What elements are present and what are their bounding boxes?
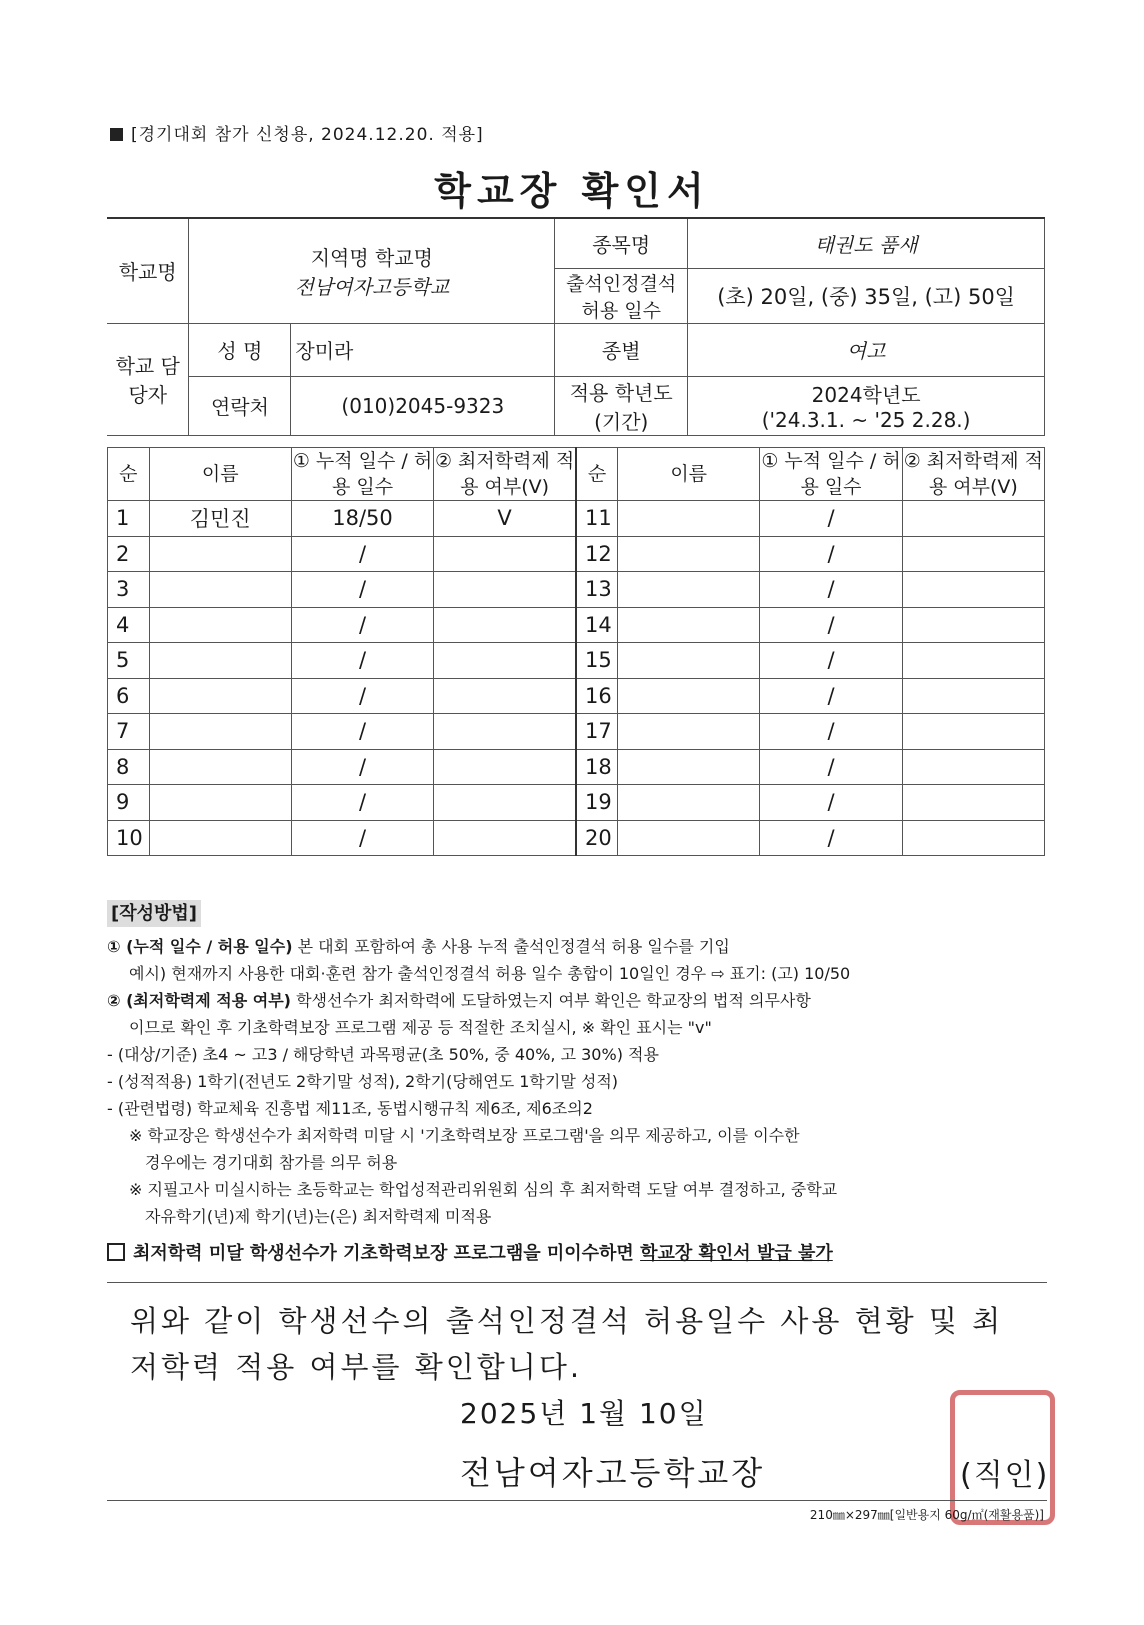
divider-bottom [107, 1500, 1047, 1501]
table-row [108, 785, 1045, 821]
cell-days: / [291, 678, 433, 714]
cell-no: 16 [576, 678, 618, 714]
cell-no: 12 [576, 536, 618, 572]
event-value: 태권도 품새 [688, 218, 1045, 268]
note-1-text: 본 대회 포함하여 총 사용 누적 출석인정결석 허용 일수를 기입 [292, 937, 730, 956]
cell-name [618, 536, 760, 572]
cell-name [618, 785, 760, 821]
col-min-right: ② 최저학력제 적용 여부(V) [902, 448, 1044, 501]
school-sub: 지역명 학교명 [310, 245, 433, 270]
school-label: 학교명 [107, 218, 189, 323]
cell-min [434, 607, 576, 643]
square-bullet-icon [110, 128, 123, 141]
cell-name [149, 607, 291, 643]
cell-name [149, 714, 291, 750]
contact-value: (010)2045-9323 [291, 376, 555, 435]
cell-name [618, 678, 760, 714]
remark-2: ※ 지필고사 미실시하는 초등학교는 학업성적관리위원회 심의 후 최저학력 도달 여부 결정하고, 중학교 [129, 1180, 838, 1199]
cell-min [902, 820, 1044, 856]
year-cell [688, 376, 1045, 435]
cell-no: 20 [576, 820, 618, 856]
cell-min [902, 536, 1044, 572]
note-2-text: 학생선수가 최저학력에 도달하였는지 여부 확인은 학교장의 법적 의무사항 [291, 991, 811, 1010]
student-table [107, 447, 1045, 856]
year-period: ('24.3.1. ~ '25 2.28.) [761, 408, 971, 432]
cell-min [434, 714, 576, 750]
cell-days: / [291, 536, 433, 572]
table-row [108, 749, 1045, 785]
contact-label: 연락처 [189, 376, 291, 435]
cell-min [434, 678, 576, 714]
cell-no: 19 [576, 785, 618, 821]
cell-days: / [760, 536, 902, 572]
instructions [107, 900, 1047, 1267]
col-days-right: ① 누적 일수 / 허용 일수 [760, 448, 902, 501]
remark-1: ※ 학교장은 학생선수가 최저학력 미달 시 '기초학력보장 프로그램'을 의무 제공하고, 이를 이수한 [129, 1126, 800, 1145]
col-no-left: 순 [108, 448, 150, 501]
note-1 [107, 933, 1047, 960]
cell-no: 11 [576, 501, 618, 537]
cell-name [618, 607, 760, 643]
manager-label: 학교 담당자 [107, 323, 189, 435]
cell-name [149, 536, 291, 572]
table-row [108, 607, 1045, 643]
final-warning-b: 학교장 확인서 발급 불가 [640, 1243, 833, 1264]
cell-days: / [760, 643, 902, 679]
cell-days: / [291, 607, 433, 643]
cell-name [149, 643, 291, 679]
col-min-left: ② 최저학력제 적용 여부(V) [434, 448, 576, 501]
cell-no: 18 [576, 749, 618, 785]
header-tag [110, 120, 484, 145]
note-1-head: ① (누적 일수 / 허용 일수) [107, 937, 293, 956]
gender-label: 종별 [555, 323, 688, 376]
cell-min [902, 785, 1044, 821]
cell-min [434, 749, 576, 785]
cell-min [902, 501, 1044, 537]
cell-days: / [760, 501, 902, 537]
cell-min [434, 536, 576, 572]
cell-min [434, 785, 576, 821]
cell-name: 김민진 [149, 501, 291, 537]
document-title: 학교장 확인서 [434, 169, 710, 213]
cell-no: 15 [576, 643, 618, 679]
bullet-grade: - (성적적용) 1학기(전년도 2학기말 성적), 2학기(당해연도 1학기말 성적) [107, 1072, 619, 1091]
year-label: 적용 학년도 (기간) [555, 376, 688, 435]
table-row [108, 643, 1045, 679]
allow-label: 출석인정결석 허용 일수 [555, 268, 688, 323]
cell-min [902, 643, 1044, 679]
cell-min: V [434, 501, 576, 537]
cell-days: / [760, 607, 902, 643]
cell-no: 7 [108, 714, 150, 750]
table-row [108, 678, 1045, 714]
cell-no: 13 [576, 572, 618, 608]
table-row [108, 572, 1045, 608]
cell-no: 4 [108, 607, 150, 643]
cell-days: / [291, 572, 433, 608]
year-value: 2024학년도 [811, 383, 921, 407]
cell-min [434, 643, 576, 679]
student-body [108, 448, 1045, 856]
final-warning-a: 최저학력 미달 학생선수가 기초학력보장 프로그램을 미이수하면 [133, 1243, 641, 1264]
paper-spec: 210㎜×297㎜[일반용지 60g/㎡(재활용품)] [809, 1508, 1044, 1522]
cell-no: 10 [108, 820, 150, 856]
confirm-date: 2025년 1월 10일 [460, 1397, 708, 1430]
cell-name [618, 501, 760, 537]
cell-no: 2 [108, 536, 150, 572]
allow-value: (초) 20일, (중) 35일, (고) 50일 [688, 268, 1045, 323]
cell-no: 14 [576, 607, 618, 643]
note-2 [107, 987, 1047, 1014]
cell-no: 17 [576, 714, 618, 750]
name-value: 장미라 [291, 323, 555, 376]
col-days-left: ① 누적 일수 / 허용 일수 [291, 448, 433, 501]
final-warning [107, 1240, 1047, 1267]
gender-value: 여고 [688, 323, 1045, 376]
table-row [108, 820, 1045, 856]
cell-name [149, 572, 291, 608]
bullet-law: - (관련법령) 학교체육 진흥법 제11조, 동법시행규칙 제6조, 제6조의2 [107, 1099, 593, 1118]
cell-name [149, 820, 291, 856]
cell-days: / [291, 785, 433, 821]
remark-1b: 경우에는 경기대회 참가를 의무 허용 [145, 1153, 398, 1172]
note-1-example: 예시) 현재까지 사용한 대회·훈련 참가 출석인정결석 허용 일수 총합이 10일인 경우 ⇨ 표기: (고) 10/50 [129, 964, 851, 983]
name-label: 성 명 [189, 323, 291, 376]
cell-days: / [760, 785, 902, 821]
instructions-title: [작성방법] [107, 900, 201, 927]
cell-no: 3 [108, 572, 150, 608]
seal-label: (직인) [960, 1458, 1050, 1493]
header-tag-text: [경기대회 참가 신청용, 2024.12.20. 적용] [131, 125, 484, 145]
col-no-right: 순 [576, 448, 618, 501]
cell-name [618, 749, 760, 785]
cell-name [149, 749, 291, 785]
cell-no: 8 [108, 749, 150, 785]
cell-min [434, 572, 576, 608]
cell-min [902, 678, 1044, 714]
remark-2b: 자유학기(년)제 학기(년)는(은) 최저학력제 미적용 [145, 1207, 492, 1226]
school-cell [189, 218, 555, 323]
info-table [107, 217, 1045, 436]
cell-no: 5 [108, 643, 150, 679]
cell-name [618, 820, 760, 856]
col-name-right: 이름 [618, 448, 760, 501]
arrow-box-icon [107, 1243, 125, 1261]
cell-days: / [291, 714, 433, 750]
confirm-text: 위와 같이 학생선수의 출석인정결석 허용일수 사용 현황 및 최저학력 적용 여부를 확인합니다. [130, 1304, 1004, 1384]
cell-min [902, 607, 1044, 643]
cell-days: / [760, 820, 902, 856]
cell-name [149, 678, 291, 714]
cell-min [434, 820, 576, 856]
cell-min [902, 572, 1044, 608]
divider-top [107, 1282, 1047, 1283]
cell-days: / [291, 820, 433, 856]
table-row [108, 536, 1045, 572]
cell-no: 9 [108, 785, 150, 821]
table-row [108, 714, 1045, 750]
cell-days: 18/50 [291, 501, 433, 537]
cell-no: 1 [108, 501, 150, 537]
cell-days: / [760, 714, 902, 750]
bullet-target: - (대상/기준) 초4 ~ 고3 / 해당학년 과목평균(초 50%, 중 40%, 고 30%) 적용 [107, 1045, 659, 1064]
note-2-text2: 이므로 확인 후 기초학력보장 프로그램 제공 등 적절한 조치실시, ※ 확인 표시는 "v" [129, 1018, 712, 1037]
event-label: 종목명 [555, 218, 688, 268]
cell-name [618, 643, 760, 679]
cell-days: / [291, 643, 433, 679]
col-name-left: 이름 [149, 448, 291, 501]
cell-days: / [760, 572, 902, 608]
cell-no: 6 [108, 678, 150, 714]
cell-name [149, 785, 291, 821]
principal-name: 전남여자고등학교장 [460, 1454, 766, 1492]
cell-min [902, 749, 1044, 785]
cell-days: / [291, 749, 433, 785]
cell-days: / [760, 749, 902, 785]
note-2-head: ② (최저학력제 적용 여부) [107, 991, 291, 1010]
table-row [108, 501, 1045, 537]
cell-min [902, 714, 1044, 750]
cell-days: / [760, 678, 902, 714]
cell-name [618, 714, 760, 750]
cell-name [618, 572, 760, 608]
school-name: 전남여자고등학교 [294, 274, 450, 299]
